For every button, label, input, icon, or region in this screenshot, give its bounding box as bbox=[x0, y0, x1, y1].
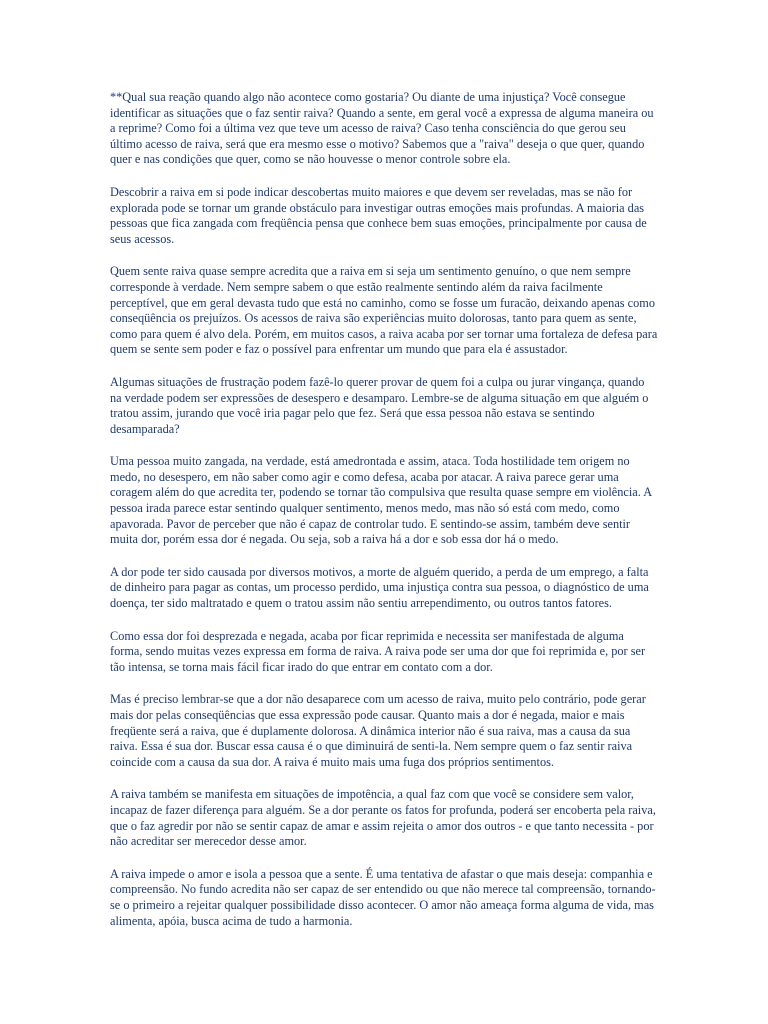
paragraph: A dor pode ter sido causada por diversos motivos, a morte de alguém querido, a perda de um emprego, a falta de dinheiro para pagar as contas, um processo perdido, uma injustiça contra sua pessoa, o diagnóstico de uma doença, ter sido maltratado e quem o tratou assim não sentiu arrependimento, ou outros tantos fatores. bbox=[110, 564, 649, 611]
document-body bbox=[110, 90, 658, 946]
paragraph: Quem sente raiva quase sempre acredita que a raiva em si seja um sentimento genuíno, o que nem sempre corresponde à verdade. Nem sempre sabem o que estão realmente sentindo além da raiva facilmente perceptível, que em geral devasta tudo que está no caminho, como se fosse um furacão, deixando apenas como conseqüência os prejuízos. Os acessos de raiva são experiências muito dolorosas, tanto para quem as sente, como para quem é alvo dela. Porém, em muitos casos, a raiva acaba por ser tornar uma fortaleza de defesa para quem se sente sem poder e faz o possível para enfrentar um mundo que para ela é assustador. bbox=[110, 264, 658, 357]
paragraph: **Qual sua reação quando algo não acontece como gostaria? Ou diante de uma injustiça? Você consegue identificar as situações que o faz sentir raiva? Quando a sente, em geral você a expressa de alguma maneira ou a reprime? Como foi a última vez que teve um acesso de raiva? Caso tenha consciência do que gerou seu último acesso de raiva, será que era mesmo esse o motivo? Sabemos que a "raiva" deseja o que quer, quando quer e nas condições que quer, como se não houvesse o menor controle sobre ela. bbox=[110, 90, 654, 167]
paragraph: Algumas situações de frustração podem fazê-lo querer provar de quem foi a culpa ou jurar vingança, quando na verdade podem ser expressões de desespero e desamparo. Lembre-se de alguma situação em que alguém o tratou assim, jurando que você iria pagar pelo que fez. Será que essa pessoa não estava se sentindo desamparada? bbox=[110, 374, 649, 436]
paragraph: Como essa dor foi desprezada e negada, acaba por ficar reprimida e necessita ser manifestada de alguma forma, sendo muitas vezes expressa em forma de raiva. A raiva pode ser uma dor que foi reprimida e, por ser tão intensa, se torna mais fácil ficar irado do que entrar em contato com a dor. bbox=[110, 628, 646, 674]
paragraph: Mas é preciso lembrar-se que a dor não desaparece com um acesso de raiva, muito pelo contrário, pode gerar mais dor pelas conseqüências que essa expressão pode causar. Quanto mais a dor é negada, maior e mais freqüente será a raiva, que é duplamente dolorosa. A dinâmica interior não é sua raiva, mas a causa da sua raiva. Essa é sua dor. Buscar essa causa é o que diminuirá de senti-la. Nem sempre quem o faz sentir raiva coincide com a causa da sua dor. A raiva é muito mais uma fuga dos próprios sentimentos. bbox=[110, 692, 646, 769]
paragraph: A raiva também se manifesta em situações de impotência, a qual faz com que você se considere sem valor, incapaz de fazer diferença para alguém. Se a dor perante os fatos for profunda, poderá ser encoberta pela raiva, que o faz agredir por não se sentir capaz de amar e assim rejeita o amor dos outros - e que tanto necessita - por não acreditar ser merecedor desse amor. bbox=[110, 787, 656, 849]
paragraph: Descobrir a raiva em si pode indicar descobertas muito maiores e que devem ser reveladas, mas se não for explorada pode se tornar um grande obstáculo para investigar outras emoções mais profundas. A maioria das pessoas que fica zangada com freqüência pensa que conhece bem suas emoções, principalmente por causa de seus acessos. bbox=[110, 184, 647, 246]
paragraph: Uma pessoa muito zangada, na verdade, está amedrontada e assim, ataca. Toda hostilidade tem origem no medo, no desespero, em não saber como agir e como defesa, acaba por atacar. A raiva parece gerar uma coragem além do que acredita ter, podendo se tornar tão compulsiva que resulta quase sempre em violência. A pessoa irada parece estar sentindo qualquer sentimento, menos medo, mas não só está com medo, como apavorada. Pavor de perceber que não é capaz de controlar tudo. E sentindo-se assim, também deve sentir muita dor, porém essa dor é negada. Ou seja, sob a raiva há a dor e sob essa dor há o medo. bbox=[110, 454, 652, 547]
paragraph: A raiva impede o amor e isola a pessoa que a sente. É uma tentativa de afastar o que mais deseja: companhia e compreensão. No fundo acredita não ser capaz de ser entendido ou que não merece tal compreensão, tornando-se o primeiro a rejeitar qualquer possibilidade disso acontecer. O amor não ameaça forma alguma de vida, mas alimenta, apóia, busca acima de tudo a harmonia. bbox=[110, 866, 656, 928]
